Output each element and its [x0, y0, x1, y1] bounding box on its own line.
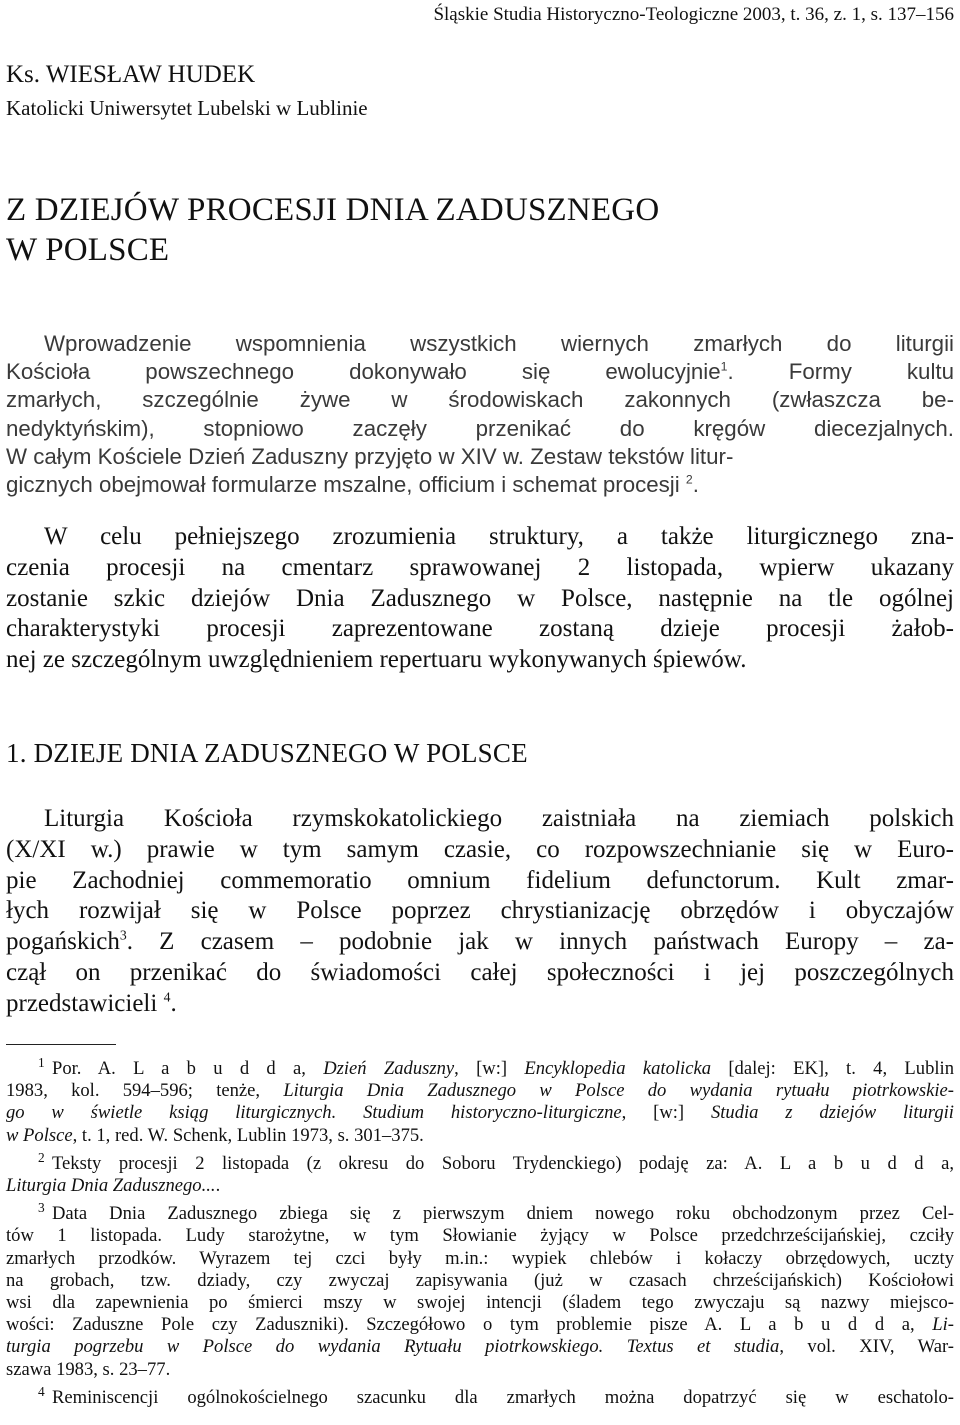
text-line: pogańskich$^3$. Z czasem – podobnie jak w innych państwach Europy – za- — [6, 927, 954, 956]
footnote-number: 1 — [38, 1054, 45, 1070]
footnote-1: $^1$ Por. A. L a b u d d a, Dzień Zaduszny, [w:] Encyklopedia katolicka [dalej: EK], t. 4, Lublin — [38, 1054, 954, 1079]
abstract-line: zmarłych, szczególnie żywe w środowiskach zakonnych (zwłaszcza be- — [6, 387, 954, 413]
text-line: łych rozwijał się w Polsce poprzez chrystianizację obrzędów i obyczajów — [6, 897, 954, 925]
abstract-line: gicznych obejmował formularze mszalne, officium i schemat procesji $^2$. — [6, 472, 699, 498]
abstract-line: Kościoła powszechnego dokonywało się ewolucyjnie$^1$. Formy kultu — [6, 359, 954, 385]
footnote-line: szawa 1983, s. 23–77. — [6, 1358, 171, 1380]
footnote-ref[interactable]: 2 — [685, 472, 693, 487]
footnote-2: $^2$ Teksty procesji 2 listopada (z okresu do Soboru Trydenckiego) podaję za: A. L a b u d d a, — [38, 1149, 954, 1174]
text-line: Liturgia Kościoła rzymskokatolickiego zaistniała na ziemiach polskich — [44, 805, 954, 832]
abstract — [6, 330, 954, 499]
footnote-number: 2 — [38, 1149, 45, 1165]
title-line: Z DZIEJÓW PROCESJI DNIA ZADUSZNEGO — [6, 192, 660, 228]
footnote-line: wsi dla zapewnienia po śmierci mszy w swojej intencji (śladem tego zwyczaju są nazwy miejsco- — [6, 1292, 954, 1314]
section-heading: 1. DZIEJE DNIA ZADUSZNEGO W POLSCE — [6, 738, 528, 768]
abstract-line: W całym Kościele Dzień Zaduszny przyjęto w XIV w. Zestaw tekstów litur- — [6, 443, 734, 469]
text-line: przedstawicieli $^4$. — [6, 989, 177, 1017]
footnote-line: na grobach, tzw. dziady, czy zwyczaj zapisywania (już w czasach chrześcijańskich) Kościołowi — [6, 1269, 954, 1291]
body-paragraph — [6, 804, 954, 1020]
text-line: W celu pełniejszego zrozumienia struktury, a także liturgicznego zna- — [44, 523, 954, 550]
text-line: czenia procesji na cmentarz sprawowanej 2 listopada, wpierw ukazany — [6, 553, 954, 581]
footnote-number: 3 — [38, 1200, 45, 1216]
footnote-line: Liturgia Dnia Zadusznego.... — [6, 1175, 221, 1197]
footnotes — [6, 1054, 954, 1409]
text-line: czął on przenikać do świadomości całej społeczności i jej poszczególnych — [6, 958, 954, 986]
footnote-line: tów 1 listopada. Ludy starożytne, w tym Słowianie żyjący w Polsce przedchrześcijańskiej, czciły — [6, 1225, 954, 1247]
footnote-ref[interactable]: 1 — [720, 359, 728, 374]
footnote-number: 4 — [38, 1383, 45, 1399]
footnote-3: $^3$ Data Dnia Zadusznego zbiega się z pierwszym dniem nowego roku obchodzonym przez Cel- — [38, 1200, 954, 1225]
footnote-ref[interactable]: 3 — [119, 927, 127, 943]
journal-header: Śląskie Studia Historyczno-Teologiczne 2003, t. 36, z. 1, s. 137–156 — [433, 4, 954, 25]
text-line: nej ze szczególnym uwzględnieniem repertuaru wykonywanych śpiewów. — [6, 646, 747, 674]
footnote-line: 1983, kol. 594–596; tenże, Liturgia Dnia Zadusznego w Polsce do wydania rytuału piotrkowskie- — [6, 1080, 954, 1102]
text-line: zostanie szkic dziejów Dnia Zadusznego w Polsce, następnie na tle ogólnej — [6, 584, 954, 612]
text-line: charakterystyki procesji zaprezentowane zostaną dzieje procesji żałob- — [6, 615, 954, 643]
author-name: Ks. WIESŁAW HUDEK — [6, 61, 256, 88]
text-line: (X/XI w.) prawie w tym samym czasie, co rozpowszechnianie się w Euro- — [6, 835, 954, 863]
footnote-line: w Polsce, t. 1, red. W. Schenk, Lublin 1973, s. 301–375. — [6, 1124, 424, 1146]
footnote-line: turgia pogrzebu w Polsce do wydania Rytuału piotrkowskiego. Textus et studia, vol. XIV, War- — [6, 1336, 954, 1358]
abstract-line: nedyktyńskim), stopniowo zaczęły przenikać do kręgów diecezjalnych. — [6, 415, 954, 441]
intro-paragraph — [6, 522, 954, 676]
footnote-line: zmarłych przodków. Wyrazem tej czci były m.in.: wypiek chlebów i kołaczy obrzędowych, uczty — [6, 1247, 954, 1269]
title-line: W POLSCE — [6, 232, 170, 268]
abstract-line: Wprowadzenie wspomnienia wszystkich wiernych zmarłych do liturgii — [44, 331, 954, 356]
text-line: pie Zachodniej commemoratio omnium fidelium defunctorum. Kult zmar- — [6, 866, 954, 894]
footnote-4: $^4$ Reminiscencji ogólnokościelnego szacunku dla zmarłych można dopatrzyć się w eschatolo- — [38, 1383, 954, 1408]
footnote-line: go w świetle ksiąg liturgicznych. Studium historyczno-liturgiczne, [w:] Studia z dziejów liturgii — [6, 1102, 954, 1124]
author-affiliation: Katolicki Uniwersytet Lubelski w Lublinie — [6, 96, 368, 120]
footnote-line: wości: Zaduszne Pole czy Zaduszniki). Szczegółowo o tym problemie pisze A. L a b u d d a, Li- — [6, 1314, 954, 1336]
footnote-separator — [6, 1044, 116, 1045]
footnote-ref[interactable]: 4 — [163, 989, 171, 1005]
article-title — [6, 190, 659, 270]
